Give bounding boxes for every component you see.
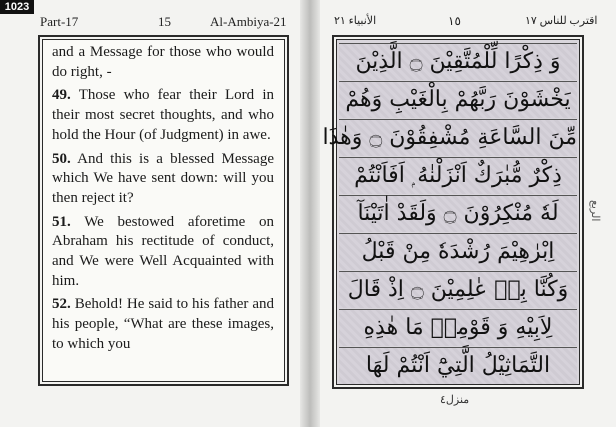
header-part: Part-17 xyxy=(40,14,79,29)
arabic-line: التَّمَاثِيْلُ الَّتِيْٓ اَنْتُمْ لَهَا xyxy=(339,347,577,384)
verse-50 xyxy=(52,150,274,209)
page-number-badge: 1023 xyxy=(0,0,34,14)
arabic-line: مِّنَ السَّاعَةِ مُشْفِقُوْنَ ۝ وَهٰذَا xyxy=(339,119,577,156)
verse-continuation xyxy=(52,43,274,82)
verse-49 xyxy=(52,86,274,145)
header-page-number: 15 xyxy=(158,14,171,29)
margin-ruku-marker: الربع xyxy=(589,200,601,222)
header-surah-arabic: الأنبياء ٢١ xyxy=(334,15,377,27)
verse-52 xyxy=(52,295,274,354)
arabic-line: وَكُنَّا بِهٖ عٰلِمِيْنَ ۝ اِذْ قَالَ xyxy=(339,271,577,308)
header-surah: Al-Ambiya-21 xyxy=(210,14,287,29)
verse-number: 49. xyxy=(52,87,71,104)
verse-text: and a Message for those who would do right, - xyxy=(52,44,274,80)
english-translation xyxy=(52,43,274,359)
arabic-line: لَهٗ مُنْكِرُوْنَ ۝ وَلَقَدْ اٰتَيْنَآ xyxy=(339,195,577,232)
arabic-line: وَ ذِكْرًا لِّلْمُتَّقِيْنَ ۝ الَّذِيْنَ xyxy=(339,43,577,80)
header-part-arabic: اقترب للناس ١٧ xyxy=(525,15,598,27)
verse-text: And this is a blessed Message which We have sent down: will you then reject it? xyxy=(52,150,274,206)
verse-text: Those who fear their Lord in their most secret thoughts, and who hold the Hour (of Judgment) in awe. xyxy=(52,87,274,143)
manzil-footer: منزل٤ xyxy=(440,393,470,406)
verse-51 xyxy=(52,213,274,292)
book-gutter xyxy=(300,0,320,427)
verse-text: Behold! He said to his father and his people, “What are these images, to which you xyxy=(52,296,275,352)
verse-number: 52. xyxy=(52,296,71,313)
arabic-line: لِاَبِيْهِ وَ قَوْمِهٖ مَا هٰذِهِ xyxy=(339,309,577,346)
arabic-line: ذِكْرٌ مُّبٰرَكٌ اَنْزَلْنٰهُ ۭ اَفَاَنْتُمْ xyxy=(339,157,577,194)
verse-number: 51. xyxy=(52,213,71,230)
arabic-line: يَخْشَوْنَ رَبَّهُمْ بِالْغَيْبِ وَهُمْ xyxy=(339,81,577,118)
header-page-number-arabic: ١٥ xyxy=(448,14,461,28)
verse-number: 50. xyxy=(52,150,71,167)
verse-text: We bestowed aforetime on Abraham his rectitude of conduct, and We were Well Acquainted with him. xyxy=(52,213,275,289)
arabic-line: اِبْرٰهِيْمَ رُشْدَهٗ مِنْ قَبْلُ xyxy=(339,233,577,270)
